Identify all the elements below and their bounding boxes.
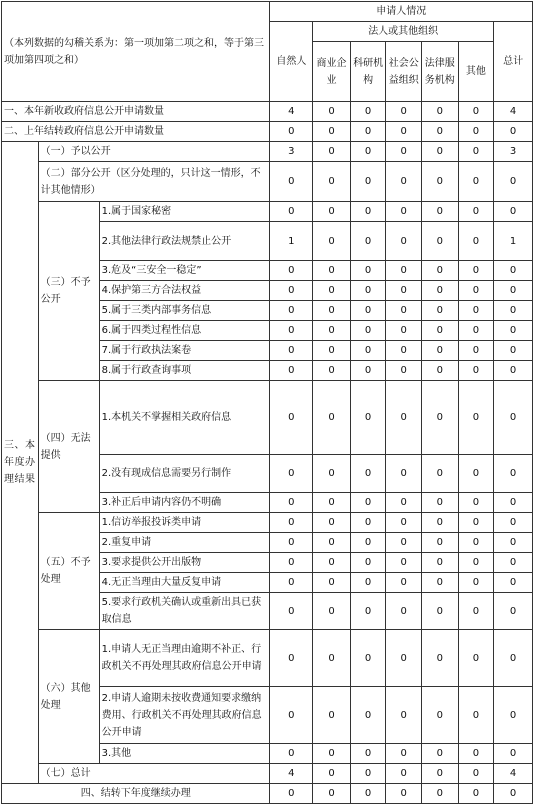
value-cell: 0	[386, 533, 422, 553]
value-cell: 0	[386, 573, 422, 593]
value-cell: 0	[270, 455, 313, 493]
value-cell: 0	[313, 102, 351, 122]
value-cell: 0	[386, 162, 422, 202]
group-label: （三）不予公开	[38, 202, 99, 381]
value-cell: 0	[313, 162, 351, 202]
value-cell: 0	[270, 321, 313, 341]
value-cell: 0	[458, 301, 494, 321]
row-label: 5.属于三类内部事务信息	[99, 301, 270, 321]
value-cell: 0	[458, 381, 494, 455]
value-cell: 0	[313, 381, 351, 455]
value-cell: 0	[422, 764, 459, 784]
row-label: 2.没有现成信息需要另行制作	[99, 455, 270, 493]
value-cell: 0	[422, 142, 459, 162]
value-cell: 0	[386, 455, 422, 493]
value-cell: 3	[494, 142, 533, 162]
value-cell: 0	[270, 533, 313, 553]
value-cell: 0	[386, 102, 422, 122]
value-cell: 0	[386, 301, 422, 321]
row-label: 1.本机关不掌握相关政府信息	[99, 381, 270, 455]
value-cell: 0	[270, 281, 313, 301]
value-cell: 0	[350, 321, 386, 341]
value-cell: 0	[458, 261, 494, 281]
value-cell: 0	[458, 202, 494, 222]
col-natural-person: 自然人	[270, 22, 313, 102]
value-cell: 0	[458, 321, 494, 341]
value-cell: 0	[458, 687, 494, 744]
value-cell: 0	[350, 261, 386, 281]
value-cell: 0	[350, 455, 386, 493]
value-cell: 0	[313, 321, 351, 341]
value-cell: 0	[313, 593, 351, 630]
row-label: 1.申请人无正当理由逾期不补正、行政机关不再处理其政府信息公开申请	[99, 630, 270, 687]
value-cell: 0	[270, 361, 313, 381]
value-cell: 0	[494, 593, 533, 630]
value-cell: 0	[313, 361, 351, 381]
value-cell: 0	[350, 553, 386, 573]
value-cell: 0	[313, 784, 351, 804]
value-cell: 0	[350, 222, 386, 261]
value-cell: 0	[422, 553, 459, 573]
value-cell: 0	[350, 764, 386, 784]
value-cell: 0	[386, 281, 422, 301]
value-cell: 0	[386, 142, 422, 162]
row-label: 一、本年新收政府信息公开申请数量	[2, 102, 270, 122]
value-cell: 0	[350, 202, 386, 222]
value-cell: 0	[494, 573, 533, 593]
value-cell: 0	[494, 553, 533, 573]
value-cell: 0	[350, 513, 386, 533]
value-cell: 0	[350, 573, 386, 593]
value-cell: 0	[458, 553, 494, 573]
col-legal-service: 法律服务机构	[422, 42, 459, 102]
value-cell: 0	[458, 341, 494, 361]
value-cell: 0	[386, 361, 422, 381]
value-cell: 0	[386, 493, 422, 513]
value-cell: 0	[386, 341, 422, 361]
value-cell: 0	[313, 764, 351, 784]
header-note: （本列数据的勾稽关系为：第一项加第二项之和，等于第三项加第四项之和）	[2, 2, 270, 102]
col-other: 其他	[458, 42, 494, 102]
row-label: 5.要求行政机关确认或重新出具已获取信息	[99, 593, 270, 630]
value-cell: 0	[270, 744, 313, 764]
value-cell: 0	[494, 455, 533, 493]
value-cell: 0	[270, 553, 313, 573]
disclosure-table	[1, 1, 533, 804]
value-cell: 0	[270, 784, 313, 804]
value-cell: 0	[270, 122, 313, 142]
value-cell: 0	[350, 301, 386, 321]
value-cell: 0	[458, 493, 494, 513]
value-cell: 0	[350, 341, 386, 361]
value-cell: 0	[270, 493, 313, 513]
value-cell: 0	[458, 102, 494, 122]
value-cell: 0	[350, 493, 386, 513]
value-cell: 0	[422, 533, 459, 553]
value-cell: 0	[350, 687, 386, 744]
value-cell: 0	[422, 202, 459, 222]
value-cell: 0	[270, 513, 313, 533]
value-cell: 0	[422, 162, 459, 202]
value-cell: 0	[494, 341, 533, 361]
value-cell: 0	[422, 593, 459, 630]
table-row	[2, 102, 533, 122]
table-row	[2, 764, 533, 784]
value-cell: 4	[270, 764, 313, 784]
row-label: 1.属于国家秘密	[99, 202, 270, 222]
value-cell: 0	[458, 630, 494, 687]
value-cell: 0	[386, 553, 422, 573]
value-cell: 0	[386, 122, 422, 142]
value-cell: 0	[422, 341, 459, 361]
value-cell: 0	[386, 222, 422, 261]
table-row	[2, 122, 533, 142]
value-cell: 0	[313, 122, 351, 142]
value-cell: 0	[313, 744, 351, 764]
value-cell: 0	[270, 261, 313, 281]
value-cell: 0	[350, 381, 386, 455]
value-cell: 0	[350, 361, 386, 381]
section-label: 三、本年度办理结果	[2, 142, 39, 784]
value-cell: 0	[494, 381, 533, 455]
table-row	[2, 513, 533, 533]
value-cell: 0	[350, 281, 386, 301]
col-total: 总计	[494, 22, 533, 102]
row-label: 1.信访举报投诉类申请	[99, 513, 270, 533]
value-cell: 0	[422, 513, 459, 533]
row-label: 四、结转下年度继续办理	[2, 784, 270, 804]
value-cell: 0	[422, 455, 459, 493]
value-cell: 0	[313, 513, 351, 533]
row-label: 6.属于四类过程性信息	[99, 321, 270, 341]
value-cell: 0	[458, 513, 494, 533]
value-cell: 0	[350, 593, 386, 630]
value-cell: 0	[386, 764, 422, 784]
row-label: 3.补正后申请内容仍不明确	[99, 493, 270, 513]
value-cell: 0	[494, 162, 533, 202]
value-cell: 0	[494, 321, 533, 341]
value-cell: 0	[422, 630, 459, 687]
value-cell: 0	[270, 381, 313, 455]
value-cell: 0	[494, 301, 533, 321]
value-cell: 4	[494, 764, 533, 784]
value-cell: 0	[494, 533, 533, 553]
row-label: 3.其他	[99, 744, 270, 764]
value-cell: 0	[494, 513, 533, 533]
value-cell: 0	[313, 301, 351, 321]
row-label: 2.重复申请	[99, 533, 270, 553]
value-cell: 0	[270, 687, 313, 744]
row-label: 4.保护第三方合法权益	[99, 281, 270, 301]
row-label: 3.要求提供公开出版物	[99, 553, 270, 573]
value-cell: 0	[386, 321, 422, 341]
value-cell: 0	[270, 341, 313, 361]
table-row	[2, 162, 533, 202]
value-cell: 0	[458, 122, 494, 142]
value-cell: 0	[494, 493, 533, 513]
value-cell: 0	[386, 593, 422, 630]
table-row	[2, 381, 533, 455]
value-cell: 0	[313, 341, 351, 361]
table-row	[2, 630, 533, 687]
value-cell: 0	[270, 301, 313, 321]
value-cell: 0	[422, 321, 459, 341]
value-cell: 0	[270, 162, 313, 202]
value-cell: 0	[386, 687, 422, 744]
value-cell: 0	[422, 281, 459, 301]
row-label: 7.属于行政执法案卷	[99, 341, 270, 361]
value-cell: 0	[458, 142, 494, 162]
group-label: （五）不予处理	[38, 513, 99, 630]
value-cell: 0	[350, 630, 386, 687]
value-cell: 0	[313, 261, 351, 281]
value-cell: 0	[458, 764, 494, 784]
value-cell: 0	[313, 573, 351, 593]
value-cell: 0	[313, 533, 351, 553]
value-cell: 0	[458, 593, 494, 630]
value-cell: 0	[386, 381, 422, 455]
col-business: 商业企业	[313, 42, 351, 102]
group-label: （六）其他处理	[38, 630, 99, 764]
value-cell: 0	[458, 784, 494, 804]
value-cell: 0	[270, 630, 313, 687]
col-public-welfare: 社会公益组织	[386, 42, 422, 102]
value-cell: 0	[386, 202, 422, 222]
value-cell: 0	[458, 455, 494, 493]
value-cell: 0	[494, 122, 533, 142]
row-label: （七）总计	[38, 764, 270, 784]
value-cell: 0	[313, 630, 351, 687]
value-cell: 0	[313, 455, 351, 493]
value-cell: 0	[458, 222, 494, 261]
value-cell: 0	[494, 281, 533, 301]
value-cell: 0	[422, 573, 459, 593]
table-row	[2, 784, 533, 804]
value-cell: 0	[313, 553, 351, 573]
value-cell: 0	[494, 687, 533, 744]
col-research: 科研机构	[350, 42, 386, 102]
value-cell: 0	[270, 573, 313, 593]
value-cell: 0	[313, 687, 351, 744]
value-cell: 0	[386, 630, 422, 687]
row-label: 4.无正当理由大量反复申请	[99, 573, 270, 593]
value-cell: 0	[422, 361, 459, 381]
value-cell: 0	[386, 261, 422, 281]
value-cell: 0	[422, 687, 459, 744]
table-row	[2, 202, 533, 222]
value-cell: 0	[458, 533, 494, 553]
value-cell: 0	[350, 142, 386, 162]
value-cell: 0	[422, 493, 459, 513]
value-cell: 0	[422, 784, 459, 804]
value-cell: 0	[422, 744, 459, 764]
row-label: 2.其他法律行政法规禁止公开	[99, 222, 270, 261]
value-cell: 0	[458, 162, 494, 202]
value-cell: 0	[494, 361, 533, 381]
value-cell: 0	[494, 630, 533, 687]
value-cell: 0	[350, 784, 386, 804]
value-cell: 0	[386, 744, 422, 764]
value-cell: 0	[422, 261, 459, 281]
value-cell: 0	[494, 784, 533, 804]
value-cell: 0	[422, 222, 459, 261]
row-label: （二）部分公开（区分处理的，只计这一情形，不计其他情形）	[38, 162, 270, 202]
value-cell: 4	[494, 102, 533, 122]
row-label: 3.危及“三安全一稳定”	[99, 261, 270, 281]
value-cell: 0	[313, 222, 351, 261]
value-cell: 0	[313, 142, 351, 162]
row-label: 8.属于行政查询事项	[99, 361, 270, 381]
value-cell: 1	[270, 222, 313, 261]
value-cell: 0	[458, 361, 494, 381]
value-cell: 0	[422, 102, 459, 122]
value-cell: 0	[313, 202, 351, 222]
value-cell: 1	[494, 222, 533, 261]
table-row	[2, 142, 533, 162]
value-cell: 0	[458, 281, 494, 301]
value-cell: 0	[422, 122, 459, 142]
value-cell: 0	[458, 573, 494, 593]
row-label: 2.申请人逾期未按收费通知要求缴纳费用、行政机关不再处理其政府信息公开申请	[99, 687, 270, 744]
header-applicant: 申请人情况	[270, 2, 533, 22]
value-cell: 0	[458, 744, 494, 764]
value-cell: 0	[494, 744, 533, 764]
row-label: （一）予以公开	[38, 142, 270, 162]
value-cell: 0	[350, 102, 386, 122]
value-cell: 0	[494, 261, 533, 281]
value-cell: 0	[386, 784, 422, 804]
value-cell: 0	[350, 162, 386, 202]
value-cell: 0	[386, 513, 422, 533]
group-label: （四）无法提供	[38, 381, 99, 513]
value-cell: 3	[270, 142, 313, 162]
value-cell: 0	[270, 593, 313, 630]
value-cell: 4	[270, 102, 313, 122]
value-cell: 0	[313, 281, 351, 301]
value-cell: 0	[350, 744, 386, 764]
header-corp-group: 法人或其他组织	[313, 22, 494, 42]
row-label: 二、上年结转政府信息公开申请数量	[2, 122, 270, 142]
value-cell: 0	[350, 122, 386, 142]
value-cell: 0	[313, 493, 351, 513]
value-cell: 0	[494, 202, 533, 222]
value-cell: 0	[270, 202, 313, 222]
value-cell: 0	[422, 301, 459, 321]
value-cell: 0	[422, 381, 459, 455]
value-cell: 0	[350, 533, 386, 553]
